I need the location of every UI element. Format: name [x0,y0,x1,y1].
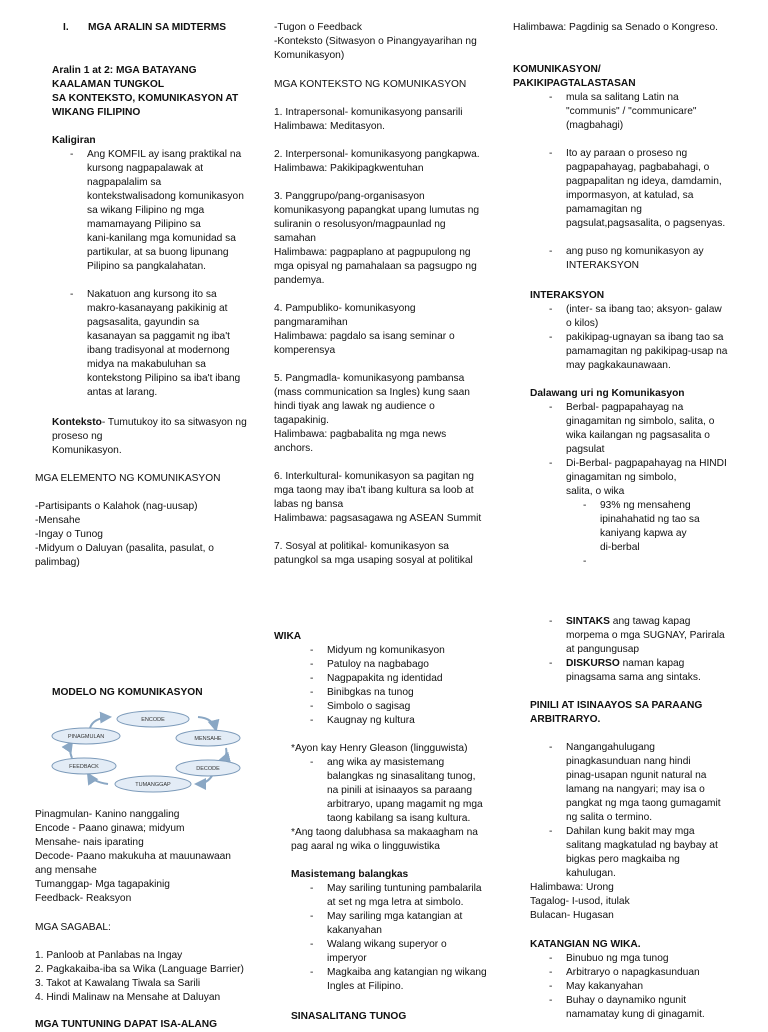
list-item: - Berbal- pagpapahayag na ginagamitan ng simbolo, salita, o wika kailangan ng pagsasalita o pagsulat [549,401,749,457]
diskurso-term: DISKURSO [566,658,620,669]
tumanggap-label: TUMANGGAP [135,782,171,788]
list-item: - Nakatuon ang kursong ito sa makro-kasanayang pakikinig at pagsasalita, gayundin sa kasanayan sa paggamit ng iba't ibang tradisyonal at modernong midya na makabuluhan sa kontekstong Pilipino sa iba't ibang antas at larang. [70,288,270,400]
interaksyon-list [549,303,749,373]
list-item: - Ito ay paraan o proseso ng pagpapahayag, pagbabahagi, o pagpapalitan ng ideya, damdamin, impormasyon, at katulad, sa pamamagitan ng pagsulat,pagsasalita, o pagsenyas. [549,147,744,231]
list-item: - Binibgkas na tunog [310,686,500,700]
list-item: - Kaugnay ng kultura [310,714,500,728]
konteksto-item-3: 3. Panggrupo/pang-organisasyon komunikasyong papangkat upang lumutas ng suliranin o resolusyon/magpaunlad ng samahan Halimbawa: pagpaplano at pagpupulong ng mga opisyal ng pamahalaan sa pagsugpo ng pandemya. [274,191,480,286]
list-item: - Magkaiba ang katangian ng wikang Ingles at Filipino. [310,966,505,994]
list-item: - Arbitraryo o napagkasunduan [549,966,749,980]
konteksto-item-2: 2. Interpersonal- komunikasyong pangkapwa. Halimbawa: Pakikipagkwentuhan [274,149,480,174]
konteksto-item-4: 4. Pampubliko- komunikasyong pangmaramihan Halimbawa: pagdalo sa isang seminar o komperensya [274,303,455,356]
aralin-title: Aralin 1 at 2: MGA BATAYANG KAALAMAN TUNGKOL SA KONTEKSTO, KOMUNIKASYON AT WIKANG FILIPINO [52,65,239,118]
elemento-title: MGA ELEMENTO NG KOMUNIKASYON [35,473,221,484]
list-item: - pakikipag-ugnayan sa ibang tao sa pamamagitan ng pakikipag-usap na may pagkakaunawaan. [549,331,749,373]
masistema-list [310,882,505,994]
sintaks-text: ang tawag kapag morpema o mga SUGNAY, Parirala at pangungusap [566,616,725,655]
dalawang-uri-title: Dalawang uri ng Komunikasyon [530,388,685,399]
list-item: - ang wika ay masistemang balangkas ng sinasalitang tunog, na pinili at isinaayos sa paraang arbitraryo, upang magamit ng mga taong kabilang sa isang kultura. [310,756,500,826]
konteksto-item-1: 1. Intrapersonal- komunikasyong pansarili Halimbawa: Meditasyon. [274,107,463,132]
gleason-intro: *Ayon kay Henry Gleason (lingguwista) [291,743,468,754]
list-item: - ang puso ng komunikasyon ay INTERAKSYON [549,245,744,273]
diskurso-text: naman kapag pinagsama sama ang sintaks. [566,658,701,683]
taong-dalubhasa: *Ang taong dalubhasa sa makaagham na pag aaral ng wika o lingguwistika [291,827,478,852]
list-item: - Buhay o daynamiko ngunit namamatay kung di ginagamit. [549,994,749,1022]
list-item: - May kakanyahan [549,980,749,994]
list-item: - Walang wikang superyor o imperyor [310,938,505,966]
list-item: - Nangangahulugang pinagkasunduan nang hindi pinag-usapan ngunit natural na lamang na nangyari; may isa o pangkat ng mga taong gumagamit ng salita o termino. [549,741,749,825]
decode-label: DECODE [196,766,220,772]
konteksto-item-6: 6. Interkultural- komunikasyon sa pagitan ng mga taong may iba't ibang kultura sa loob at labas ng bansa Halimbawa: pagsasagawa ng ASEAN Summit [274,471,482,524]
pinili-list [549,741,749,881]
katangian-title: KATANGIAN NG WIKA. [530,939,641,950]
encode-label: ENCODE [141,717,165,723]
midterms-heading: MGA ARALIN SA MIDTERMS [88,22,227,33]
sagabal-list: 1. Panloob at Panlabas na Ingay 2. Pagkakaiba-iba sa Wika (Language Barrier) 3. Takot at Kawalang Tiwala sa Sarili 4. Hindi Malinaw na Mensahe at Daluyan [35,950,244,1003]
list-item: - May sariling tuntuning pambalarila at set ng mga letra at simbolo. [310,882,505,910]
konteksto-item-7: 7. Sosyal at politikal- komunikasyon sa patungkol sa mga usaping sosyal at politikal [274,541,473,566]
mensahe-label: MENSAHE [194,736,222,742]
list-item: - (inter- sa ibang tao; aksyon- galaw o kilos) [549,303,749,331]
konteksto-text: - Tumutukoy ito sa sitwasyon ng proseso ng Komunikasyon. [52,417,247,456]
halimbawa-senado: Halimbawa: Pagdinig sa Senado o Kongreso. [513,22,719,33]
modelo-title: MODELO NG KOMUNIKASYON [52,687,203,698]
list-item: - Binubuo ng mga tunog [549,952,749,966]
list-item: - Nagpapakita ng identidad [310,672,500,686]
tuntunin-heading: MGA TUNTUNING DAPAT ISA-ALANG [35,1019,218,1030]
list-item: - Patuloy na nagbabago [310,658,500,672]
list-item: - May sariling mga katangian at kakanyahan [310,910,505,938]
list-item [549,657,749,685]
komunikasyon-list [549,91,744,273]
sintaks-term: SINTAKS [566,616,610,627]
kaligiran-title: Kaligiran [52,135,96,146]
sinasalitang-title: SINASALITANG TUNOG [291,1011,407,1022]
komunikasyon-title: KOMUNIKASYON/ PAKIKIPAGTALASTASAN [513,64,636,89]
elemento-list-continued: -Tugon o Feedback -Konteksto (Sitwasyon o Pinangyayarihan ng Komunikasyon) [274,22,477,61]
katangian-list [549,952,749,1022]
konteksto-item-5: 5. Pangmadla- komunikasyong pambansa (mass communication sa Ingles) kung saan hindi tiyak ang lawak ng audience o tagapakinig. Halimbawa: pagbabalita ng mga news anchors. [274,373,470,454]
sintaks-list [549,615,749,685]
konteksto-title: MGA KONTEKSTO NG KOMUNIKASYON [274,79,467,90]
communication-model-diagram [48,708,248,796]
di-berbal-sublist [583,499,749,555]
list-item [549,615,749,657]
sagabal-title: MGA SAGABAL: [35,922,111,933]
konteksto-list [274,106,499,568]
halimbawa-urong: Halimbawa: Urong Tagalog- I-usod, itulak Bulacan- Hugasan [530,882,630,921]
konteksto-label: Konteksto [52,417,102,428]
modelo-list: Pinagmulan- Kanino nanggaling Encode - Paano ginawa; midyum Mensahe- nais iparating Decode- Paano makukuha at mauunawaan ang mensahe Tumanggap- Mga tagapakinig Feedback- Reaksyon [35,809,231,904]
elemento-list: -Partisipants o Kalahok (nag-uusap) -Mensahe -Ingay o Tunog -Midyum o Daluyan (pasalita, pasulat, o palimbag) [35,501,214,568]
wika-title: WIKA [274,631,302,642]
list-item: - Midyum ng komunikasyon [310,644,500,658]
list-item: - Ang KOMFIL ay isang praktikal na kursong nagpapalawak at nagpapalalim sa kontekstwalisadong komunikasyon sa wikang Filipino ng mga mamamayang Pilipino sa kani-kanilang mga komunidad sa partikular, at sa buong lipunang Pilipino sa pangkalahatan. [70,148,270,274]
list-item: - Di-Berbal- pagpapahayag na HINDI ginagamitan ng simbolo, salita, o wika [549,457,749,499]
wika-list [310,644,500,728]
list-item: - mula sa salitang Latin na "communis" / "communicare" (magbahagi) [549,91,744,133]
pinili-title: PINILI AT ISINAAYOS SA PARAANG ARBITRARYO. [530,700,703,725]
list-item: - 93% ng mensaheng ipinahahatid ng tao sa kaniyang kapwa ay di-berbal [583,499,749,555]
masistema-title: Masistemang balangkas [291,869,409,880]
gleason-list [310,756,500,826]
dalawang-uri-list [549,401,749,555]
interaksyon-title: INTERAKSYON [530,290,605,301]
konteksto-definition [52,416,267,458]
kaligiran-list [70,148,270,400]
pinagmulan-label: PINAGMULAN [67,734,105,740]
list-item: - Simbolo o sagisag [310,700,500,714]
section-heading [63,21,69,35]
section-number: I. [63,22,69,33]
feedback-label: FEEDBACK [69,764,99,770]
list-item: - Dahilan kung bakit may mga salitang magkatulad ng baybay at bigkas pero magkaiba ng kahulugan. [549,825,749,881]
